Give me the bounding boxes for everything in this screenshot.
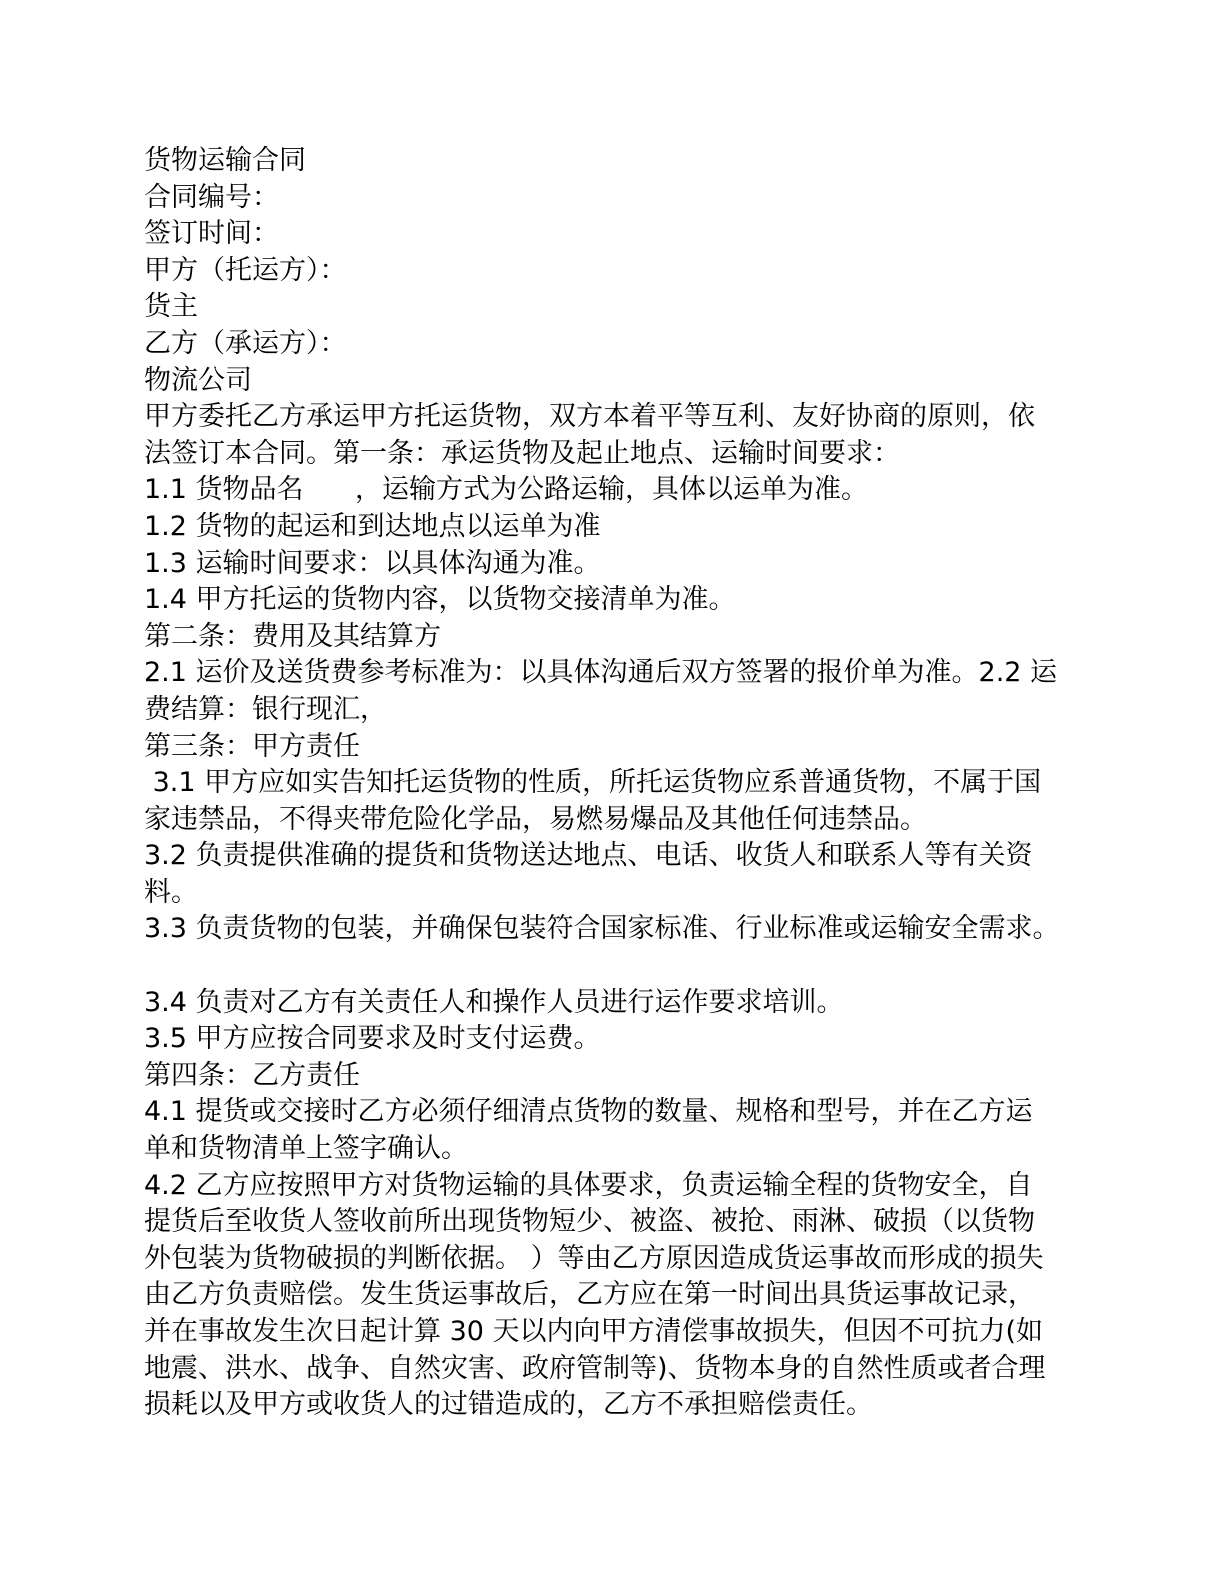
party-a-name: 货主 [144, 291, 198, 323]
clause-4-2-line-2: 提货后至收货人签收前所出现货物短少、被盗、被抢、雨淋、破损（以货物 [144, 1206, 1035, 1238]
party-b-name: 物流公司 [144, 364, 252, 396]
intro-line-2: 法签订本合同。第一条：承运货物及起止地点、运输时间要求： [144, 437, 900, 469]
clause-3-5: 3.5 甲方应按合同要求及时支付运费。 [144, 1023, 601, 1055]
clause-4-2-line-6: 地震、洪水、战争、自然灾害、政府管制等)、货物本身的自然性质或者合理 [144, 1352, 1046, 1384]
clause-3-2-line-1: 3.2 负责提供准确的提货和货物送达地点、电话、收货人和联系人等有关资 [144, 840, 1033, 872]
party-b-label: 乙方（承运方）： [144, 327, 347, 359]
clause-4-2-line-3: 外包装为货物破损的判断依据。 ）等由乙方原因造成货运事故而形成的损失 [144, 1242, 1044, 1274]
sign-date-label: 签订时间： [144, 218, 279, 250]
party-a-label: 甲方（托运方）： [144, 254, 347, 286]
clause-2-1-line-1: 2.1 运价及送货费参考标准为：以具体沟通后双方签署的报价单为准。2.2 运 [144, 657, 1058, 689]
contract-page [144, 143, 1080, 1424]
clause-3-2-line-2: 料。 [144, 876, 198, 908]
clause-1-4: 1.4 甲方托运的货物内容，以货物交接清单为准。 [144, 584, 736, 616]
clause-4-2-line-1: 4.2 乙方应按照甲方对货物运输的具体要求，负责运输全程的货物安全，自 [144, 1169, 1033, 1201]
clause-1-2: 1.2 货物的起运和到达地点以运单为准 [144, 510, 601, 542]
clause-1-3: 1.3 运输时间要求：以具体沟通为准。 [144, 547, 601, 579]
article-4-heading: 第四条：乙方责任 [144, 1059, 360, 1091]
clause-4-1-line-2: 单和货物清单上签字确认。 [144, 1133, 468, 1165]
clause-4-1-line-1: 4.1 提货或交接时乙方必须仔细清点货物的数量、规格和型号，并在乙方运 [144, 1096, 1033, 1128]
clause-4-2-line-5: 并在事故发生次日起计算 30 天以内向甲方清偿事故损失，但因不可抗力(如 [144, 1316, 1044, 1347]
blank-line [144, 948, 1080, 985]
intro-line-1: 甲方委托乙方承运甲方托运货物，双方本着平等互利、友好协商的原则，依 [144, 401, 1035, 433]
article-3-heading: 第三条：甲方责任 [144, 730, 360, 762]
clause-3-4: 3.4 负责对乙方有关责任人和操作人员进行运作要求培训。 [144, 986, 844, 1018]
clause-2-1-line-2: 费结算：银行现汇， [144, 693, 387, 725]
clause-4-2-line-7: 损耗以及甲方或收货人的过错造成的，乙方不承担赔偿责任。 [144, 1389, 873, 1421]
clause-3-1-line-1: 3.1 甲方应如实告知托运货物的性质，所托运货物应系普通货物，不属于国 [144, 767, 1042, 799]
clause-3-3: 3.3 负责货物的包装，并确保包装符合国家标准、行业标准或运输安全需求。 [144, 913, 1060, 945]
contract-number-label: 合同编号： [144, 181, 279, 213]
clause-1-1: 1.1 货物品名 ，运输方式为公路运输，具体以运单为准。 [144, 474, 869, 506]
article-2-heading: 第二条：费用及其结算方 [144, 620, 441, 652]
clause-3-1-line-2: 家违禁品，不得夹带危险化学品，易燃易爆品及其他任何违禁品。 [144, 803, 927, 835]
clause-4-2-line-4: 由乙方负责赔偿。发生货运事故后，乙方应在第一时间出具货运事故记录， [144, 1279, 1035, 1311]
document-title: 货物运输合同 [144, 145, 306, 176]
